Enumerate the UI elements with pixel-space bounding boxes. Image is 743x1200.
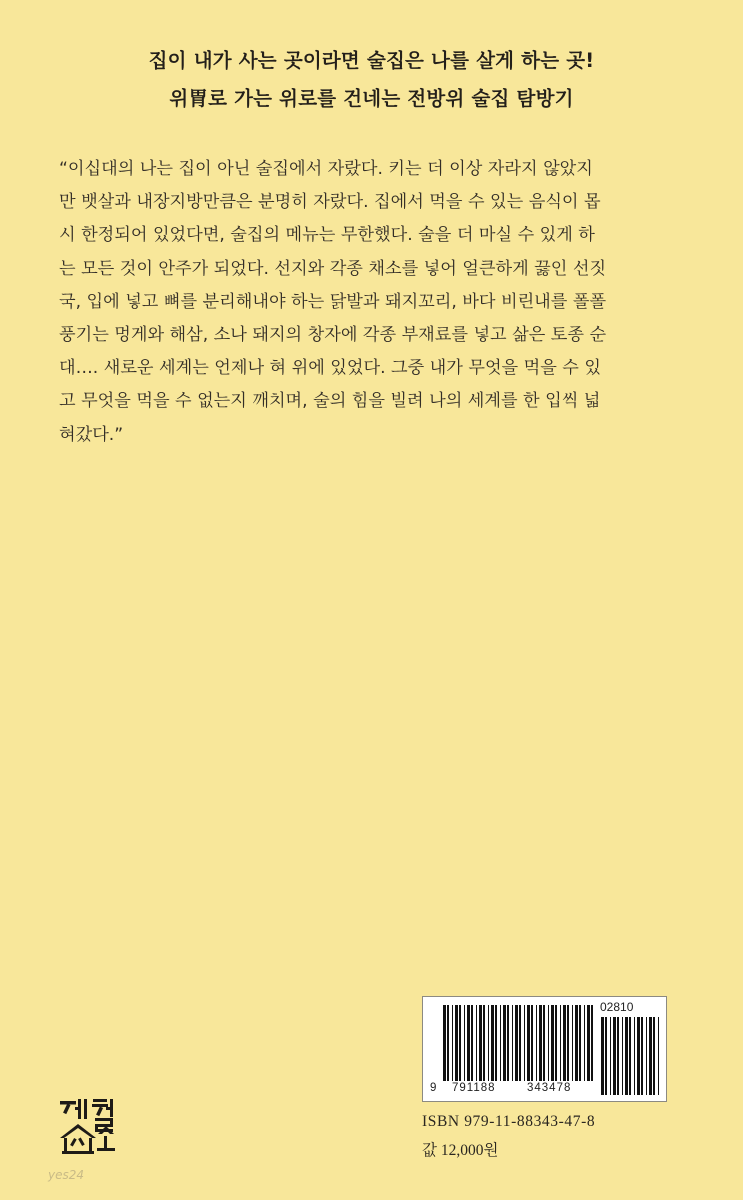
barcode-bar [500,1005,501,1081]
barcode-bar [488,1005,489,1081]
barcode-bar [519,1005,521,1081]
quote-line: 시 한정되어 있었다면, 술집의 메뉴는 무한했다. 술을 더 마실 수 있게 하 [59,225,595,246]
headline-line-2: 위胃로 가는 위로를 건네는 전방위 술집 탐방기 [169,87,574,110]
barcode-bar [563,1005,566,1081]
barcode-bar [591,1005,593,1081]
barcode-bar [555,1005,557,1081]
barcode-bar [641,1017,643,1095]
barcode-bar [467,1005,470,1081]
barcode-bar [629,1017,631,1095]
barcode-digits-group-2: 343478 [527,1082,572,1094]
barcode-bar [567,1005,569,1081]
barcode-bar [625,1017,628,1095]
headline-line-1: 집이 내가 사는 곳이라면 술집은 나를 살게 하는 곳! [148,49,595,72]
barcode-bar [483,1005,485,1081]
barcode-bar [575,1005,578,1081]
barcode-bar [658,1017,659,1095]
barcode-bar [476,1005,477,1081]
barcode-bar [479,1005,482,1081]
barcode-bar [543,1005,545,1081]
barcode-addon-number: 02810 [600,1000,634,1014]
barcode-bar [447,1005,449,1081]
barcode-bar [587,1005,590,1081]
barcode-bar [527,1005,530,1081]
barcode-bar [579,1005,581,1081]
watermark: yes24 [48,1168,85,1182]
quote-line: 고 무엇을 먹을 수 없는지 깨치며, 술의 힘을 빌려 나의 세계를 한 입씩 넓 [59,391,601,412]
barcode-bar [653,1017,655,1095]
barcode-bar [471,1005,473,1081]
barcode-bar [512,1005,513,1081]
barcode-bar [531,1005,533,1081]
barcode-bar [551,1005,554,1081]
barcode-bar [503,1005,506,1081]
barcode-digits-group-1: 791188 [452,1082,496,1094]
barcode-bar [646,1017,647,1095]
barcode-bar [601,1017,604,1095]
barcode-bar [605,1017,607,1095]
barcode-bar [622,1017,623,1095]
quote-line: “이십대의 나는 집이 아닌 술집에서 자랐다. 키는 더 이상 자라지 않았지 [59,159,593,179]
quote-line: 풍기는 멍게와 해삼, 소나 돼지의 창자에 각종 부재료를 넣고 삶은 토종 순 [59,324,607,345]
barcode-bar [515,1005,518,1081]
barcode-bar [649,1017,652,1095]
isbn-number: ISBN 979-11-88343-47-8 [422,1113,596,1130]
barcode-bar [637,1017,640,1095]
quote-line: 혀갔다.” [59,424,124,445]
quote-line: 대…. 새로운 세계는 언제나 혀 위에 있었다. 그중 내가 무엇을 먹을 수 있 [59,358,601,379]
barcode-bar [539,1005,542,1081]
quote-paragraph [59,153,687,452]
barcode-bar [459,1005,461,1081]
price: 값 12,000원 [422,1142,499,1159]
barcode-bar [613,1017,616,1095]
quote-line: 만 뱃살과 내장지방만큼은 분명히 자랐다. 집에서 먹을 수 있는 음식이 몹 [59,192,601,213]
barcode-bar [572,1005,573,1081]
barcode-bar [610,1017,611,1095]
barcode-bar [524,1005,525,1081]
quote-line: 국, 입에 넣고 뼈를 분리해내야 하는 닭발과 돼지꼬리, 바다 비린내를 폴폴 [59,291,607,312]
barcode-bar [464,1005,465,1081]
barcode-bar [617,1017,619,1095]
barcode-bar [443,1005,446,1081]
barcode-bar [584,1005,585,1081]
barcode-bar [507,1005,509,1081]
barcode-bar [455,1005,458,1081]
barcode-bar [560,1005,561,1081]
barcode-bar [536,1005,537,1081]
barcode-bar [548,1005,549,1081]
barcode-bar [491,1005,494,1081]
barcode-bar [452,1005,453,1081]
barcode-bar [495,1005,497,1081]
publisher-logo-icon [58,1098,118,1156]
barcode-bar [634,1017,635,1095]
barcode-digit-first: 9 [430,1082,438,1094]
quote-line: 는 모든 것이 안주가 되었다. 선지와 각종 채소를 넣어 얼큰하게 끓인 선짓 [59,258,607,279]
